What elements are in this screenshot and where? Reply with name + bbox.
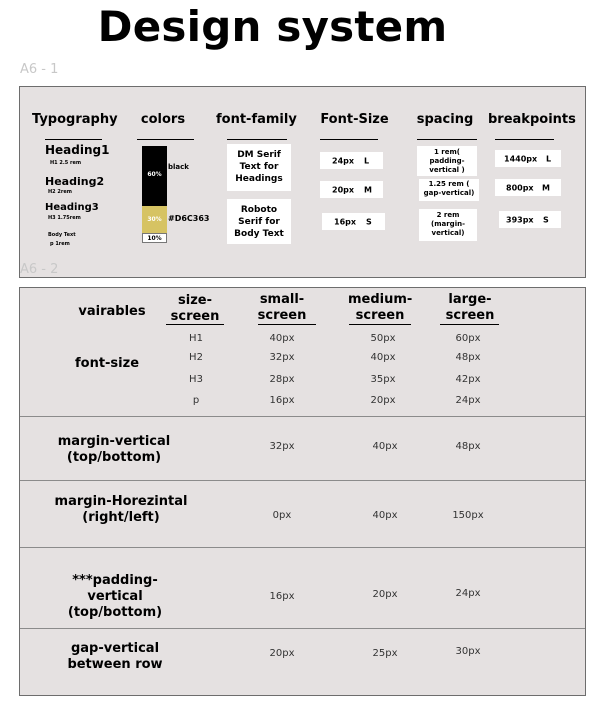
breakpoint-small-px: 393px	[506, 215, 534, 224]
typography-body-size: p 1rem	[50, 241, 70, 247]
typography-heading2-size: H2 2rem	[48, 189, 72, 195]
font-row-tag: H1	[189, 333, 203, 344]
font-row-tag: p	[192, 395, 200, 406]
row-divider	[20, 547, 585, 548]
frame-label-a6-1[interactable]: A6 - 1	[20, 62, 59, 77]
table-header-large-screen: large-screen	[445, 292, 495, 323]
color-black-label: black	[168, 163, 189, 171]
cell-medium: 40px	[372, 510, 398, 521]
header-underline	[45, 139, 102, 140]
row-label-gap-vertical: gap-vertical between row	[67, 641, 163, 672]
frame-a6-1[interactable]	[19, 86, 586, 278]
font-size-small[interactable]	[322, 213, 385, 230]
cell-large: 24px	[455, 588, 481, 599]
spacing-padding-vertical[interactable]: 1 rem( padding-vertical )	[417, 146, 477, 176]
table-header-variables: vairables	[78, 304, 146, 319]
header-colors: colors	[140, 112, 186, 127]
font-row-tag: H3	[189, 374, 203, 385]
font-family-body[interactable]: Roboto Serif for Body Text	[227, 199, 291, 244]
header-typography: Typography	[32, 112, 118, 127]
header-underline	[495, 139, 554, 140]
color-swatch-black[interactable]	[142, 146, 167, 206]
cell-medium: 25px	[372, 648, 398, 659]
header-underline	[258, 324, 316, 325]
cell-large: 150px	[452, 510, 484, 521]
typography-heading3-size: H3 1.75rem	[48, 215, 81, 221]
cell-medium: 35px	[370, 374, 396, 385]
table-header-medium-screen: medium-screen	[348, 292, 413, 323]
breakpoint-medium[interactable]	[495, 179, 561, 196]
spacing-margin-vertical[interactable]: 2 rem (margin-vertical)	[419, 209, 477, 241]
cell-small: 32px	[269, 352, 295, 363]
typography-heading3: Heading3	[45, 202, 99, 213]
cell-medium: 50px	[370, 333, 396, 344]
cell-large: 60px	[455, 333, 481, 344]
cell-small: 0px	[272, 510, 292, 521]
cell-medium: 40px	[372, 441, 398, 452]
cell-small: 40px	[269, 333, 295, 344]
breakpoint-medium-label: M	[542, 183, 550, 192]
header-spacing: spacing	[416, 112, 474, 127]
frame-label-a6-2[interactable]: A6 - 2	[20, 262, 59, 277]
typography-body-text: Body Text	[48, 232, 76, 238]
cell-large: 24px	[455, 395, 481, 406]
cell-large: 30px	[455, 646, 481, 657]
font-size-medium-px: 20px	[332, 185, 355, 194]
cell-small: 16px	[269, 395, 295, 406]
cell-small: 32px	[269, 441, 295, 452]
frame-a6-2[interactable]	[19, 287, 586, 696]
row-label-padding-vertical: ***padding-vertical (top/bottom)	[67, 573, 163, 620]
typography-heading2: Heading2	[45, 175, 105, 188]
table-header-small-screen: small-screen	[257, 292, 307, 323]
header-font-size: Font-Size	[320, 112, 389, 127]
header-underline	[137, 139, 194, 140]
color-gold-label: #D6C363	[168, 214, 210, 223]
color-swatch-white[interactable]	[142, 233, 167, 243]
header-underline	[349, 324, 411, 325]
font-size-large-label: L	[364, 156, 370, 165]
table-header-size-screen: size-screen	[170, 293, 220, 324]
row-divider	[20, 480, 585, 481]
page-title: Design system	[97, 2, 448, 51]
font-size-small-px: 16px	[334, 217, 357, 226]
row-label-margin-horizontal: margin-Horezintal (right/left)	[54, 494, 188, 525]
font-family-headings[interactable]: DM Serif Text for Headings	[227, 144, 291, 191]
typography-heading1: Heading1	[45, 143, 110, 157]
header-underline	[166, 324, 224, 325]
spacing-gap-vertical[interactable]: 1.25 rem ( gap-vertical)	[419, 179, 479, 201]
typography-heading1-size: H1 2.5 rem	[50, 160, 82, 166]
font-size-large[interactable]	[320, 152, 383, 169]
cell-large: 42px	[455, 374, 481, 385]
breakpoint-small[interactable]	[499, 211, 561, 228]
color-white-percent: 10%	[147, 235, 162, 242]
cell-medium: 40px	[370, 352, 396, 363]
font-size-small-label: S	[366, 217, 372, 226]
cell-large: 48px	[455, 441, 481, 452]
color-swatch-gold[interactable]	[142, 206, 167, 233]
breakpoint-large[interactable]	[495, 150, 561, 167]
font-size-large-px: 24px	[332, 156, 355, 165]
breakpoint-small-label: S	[543, 215, 549, 224]
header-underline	[227, 139, 287, 140]
header-breakpoints: breakpoints	[488, 112, 576, 127]
header-underline	[320, 139, 378, 140]
font-row-tag: H2	[189, 352, 203, 363]
breakpoint-large-px: 1440px	[504, 154, 538, 163]
row-divider	[20, 416, 585, 417]
breakpoint-medium-px: 800px	[506, 183, 534, 192]
breakpoint-large-label: L	[546, 154, 552, 163]
cell-medium: 20px	[372, 589, 398, 600]
row-label-font-size: font-size	[74, 356, 140, 371]
color-gold-percent: 30%	[147, 216, 162, 223]
font-size-medium-label: M	[364, 185, 372, 194]
cell-small: 28px	[269, 374, 295, 385]
font-size-medium[interactable]	[320, 181, 383, 198]
row-divider	[20, 628, 585, 629]
header-underline	[417, 139, 477, 140]
cell-medium: 20px	[370, 395, 396, 406]
cell-small: 16px	[269, 591, 295, 602]
row-label-margin-vertical: margin-vertical (top/bottom)	[57, 434, 171, 465]
header-font-family: font-family	[216, 112, 297, 127]
cell-large: 48px	[455, 352, 481, 363]
cell-small: 20px	[269, 648, 295, 659]
color-black-percent: 60%	[147, 171, 162, 178]
header-underline	[440, 324, 499, 325]
